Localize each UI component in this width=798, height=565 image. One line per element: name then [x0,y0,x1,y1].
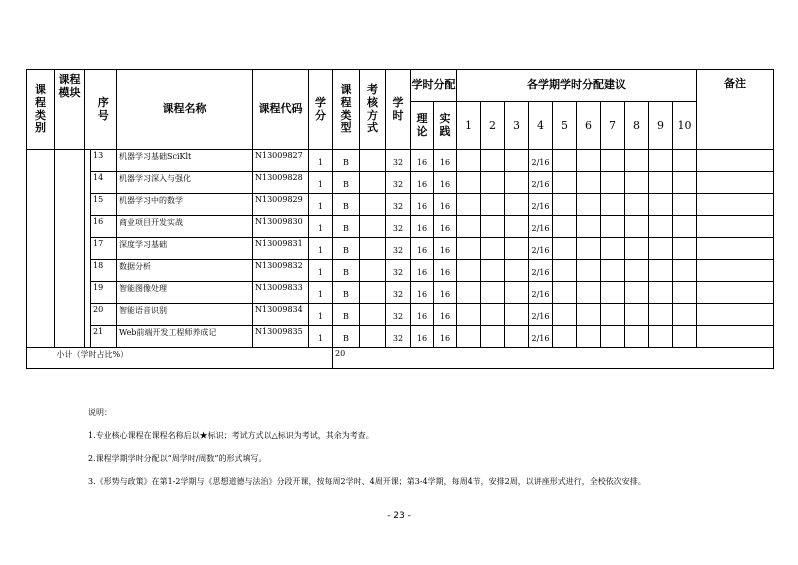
course-code-cell: N13009831 [253,238,309,260]
assessment-cell [360,150,386,172]
course-type-cell: B [333,216,360,238]
header-assessment: 考核方式 [360,70,386,150]
assessment-cell [360,194,386,216]
semester-cell [505,172,529,194]
remarks-cell [697,216,774,238]
remarks-cell [697,260,774,282]
seq-cell: 13 [91,150,117,172]
table-row [27,260,774,282]
theory-cell: 16 [411,216,434,238]
seq-cell: 18 [91,260,117,282]
category-cell [27,348,55,369]
semester-cell [601,216,625,238]
seq-cell: 14 [91,172,117,194]
semester-cell [601,282,625,304]
semester-cell [649,194,673,216]
header-semester-plan: 各学期学时分配建议 [457,70,697,102]
semester-header: 2 [481,102,505,150]
course-name-cell: 机器学习基础SciKlt [117,150,253,172]
semester-cell [673,194,697,216]
semester-cell [673,238,697,260]
semester-cell [625,260,649,282]
course-code-cell: N13009830 [253,216,309,238]
seq-cell: 20 [91,304,117,326]
course-code-cell: N13009828 [253,172,309,194]
semester-cell [601,150,625,172]
semester-cell [553,326,577,348]
semester-cell [505,216,529,238]
subtotal-credit: 20 [333,348,774,369]
semester-cell [457,326,481,348]
semester-4-cell: 2/16 [529,238,553,260]
semester-cell [649,150,673,172]
course-name-cell: 智能语音识别 [117,304,253,326]
seq-cell: 19 [91,282,117,304]
notes-title: 说明： [88,408,112,417]
semester-cell [481,326,505,348]
practice-cell: 16 [434,304,457,326]
semester-cell [601,194,625,216]
header-module: 课程模块 [55,70,85,150]
semester-cell [577,260,601,282]
semester-cell [577,150,601,172]
remarks-cell [697,172,774,194]
header-remarks: 备注 [697,70,774,150]
semester-cell [481,282,505,304]
semester-cell [505,194,529,216]
semester-cell [601,304,625,326]
semester-cell [457,238,481,260]
semester-cell [457,194,481,216]
assessment-cell [360,172,386,194]
course-type-cell: B [333,282,360,304]
semester-header: 4 [529,102,553,150]
hours-cell: 32 [386,304,411,326]
semester-cell [505,304,529,326]
assessment-cell [360,304,386,326]
table-row [27,172,774,194]
semester-cell [577,282,601,304]
semester-cell [457,150,481,172]
semester-cell [601,326,625,348]
table-row [27,282,774,304]
course-code-cell: N13009829 [253,194,309,216]
seq-cell: 16 [91,216,117,238]
course-type-cell: B [333,326,360,348]
practice-cell: 16 [434,194,457,216]
header-theory: 理论 [411,102,434,150]
semester-cell [481,150,505,172]
hours-cell: 32 [386,238,411,260]
remarks-cell [697,238,774,260]
semester-cell [601,260,625,282]
semester-cell [649,238,673,260]
credit-cell: 1 [309,238,333,260]
remarks-cell [697,326,774,348]
semester-cell [457,216,481,238]
semester-cell [649,260,673,282]
note-item: 1.专业核心课程在课程名称后以★标识；考试方式以△标识为考试，其余为考查。 [88,431,374,440]
credit-cell: 1 [309,216,333,238]
course-type-cell: B [333,304,360,326]
semester-cell [649,172,673,194]
semester-cell [577,326,601,348]
semester-cell [649,282,673,304]
table-row [27,150,774,172]
course-type-cell: B [333,194,360,216]
credit-cell: 1 [309,326,333,348]
semester-cell [649,326,673,348]
semester-cell [625,304,649,326]
category-cell [27,150,55,348]
semester-cell [577,172,601,194]
semester-cell [457,304,481,326]
semester-cell [601,172,625,194]
subtotal-label: 小计（学时占比%） [55,348,333,369]
semester-4-cell: 2/16 [529,282,553,304]
practice-cell: 16 [434,150,457,172]
header-practice: 实践 [434,102,457,150]
theory-cell: 16 [411,172,434,194]
semester-cell [625,194,649,216]
semester-cell [625,282,649,304]
semester-cell [577,304,601,326]
page-number: - 23 - [387,511,411,521]
credit-cell: 1 [309,150,333,172]
practice-cell: 16 [434,260,457,282]
semester-cell [505,150,529,172]
semester-cell [481,216,505,238]
theory-cell: 16 [411,260,434,282]
semester-cell [577,194,601,216]
semester-cell [673,150,697,172]
semester-cell [625,326,649,348]
theory-cell: 16 [411,282,434,304]
semester-cell [505,282,529,304]
header-seq: 序号 [91,70,117,150]
seq-cell: 15 [91,194,117,216]
table-row [27,326,774,348]
course-name-cell: 智能图像处理 [117,282,253,304]
semester-cell [601,238,625,260]
semester-cell [553,150,577,172]
note-item: 3.《形势与政策》在第1-2学期与《思想道德与法治》分段开课，按每周2学时、4周开课；第3-4学期，每周4节，安排2周，以讲座形式进行，全校依次安排。 [88,477,646,486]
semester-cell [673,326,697,348]
semester-4-cell: 2/16 [529,216,553,238]
header-hour-split: 学时分配 [411,70,457,102]
assessment-cell [360,282,386,304]
course-name-cell: 机器学习深入与强化 [117,172,253,194]
semester-cell [505,326,529,348]
semester-header: 1 [457,102,481,150]
course-name-cell: 商业项目开发实战 [117,216,253,238]
semester-cell [553,238,577,260]
course-type-cell: B [333,238,360,260]
notes [88,401,646,493]
table-row [27,304,774,326]
semester-4-cell: 2/16 [529,150,553,172]
remarks-cell [697,304,774,326]
semester-cell [577,238,601,260]
semester-header: 8 [625,102,649,150]
semester-4-cell: 2/16 [529,194,553,216]
semester-cell [553,304,577,326]
semester-header: 5 [553,102,577,150]
hours-cell: 32 [386,326,411,348]
table-row [27,238,774,260]
practice-cell: 16 [434,216,457,238]
seq-cell: 21 [91,326,117,348]
course-type-cell: B [333,260,360,282]
semester-cell [481,260,505,282]
practice-cell: 16 [434,282,457,304]
course-name-cell: Web前端开发工程师养成记 [117,326,253,348]
assessment-cell [360,238,386,260]
credit-cell: 1 [309,282,333,304]
semester-cell [553,194,577,216]
course-code-cell: N13009827 [253,150,309,172]
semester-4-cell: 2/16 [529,260,553,282]
semester-cell [553,282,577,304]
semester-cell [649,216,673,238]
hours-cell: 32 [386,282,411,304]
semester-cell [505,260,529,282]
semester-cell [625,216,649,238]
course-name-cell: 机器学习中的数学 [117,194,253,216]
semester-cell [481,194,505,216]
credit-cell: 1 [309,172,333,194]
credit-cell: 1 [309,260,333,282]
semester-header: 9 [649,102,673,150]
semester-cell [625,172,649,194]
course-code-cell: N13009834 [253,304,309,326]
course-code-cell: N13009833 [253,282,309,304]
hours-cell: 32 [386,216,411,238]
semester-cell [673,172,697,194]
assessment-cell [360,260,386,282]
semester-cell [673,282,697,304]
subtotal-row [27,348,774,369]
note-item: 2.课程学期学时分配以“周学时/周数”的形式填写。 [88,454,267,463]
table-row [27,194,774,216]
header-credit: 学分 [309,70,333,150]
semester-cell [505,238,529,260]
semester-cell [577,216,601,238]
semester-4-cell: 2/16 [529,172,553,194]
credit-cell: 1 [309,304,333,326]
semester-cell [481,304,505,326]
module-cell [55,150,85,348]
remarks-cell [697,194,774,216]
semester-cell [553,260,577,282]
theory-cell: 16 [411,326,434,348]
course-type-cell: B [333,172,360,194]
theory-cell: 16 [411,238,434,260]
practice-cell: 16 [434,326,457,348]
semester-cell [553,172,577,194]
semester-cell [481,172,505,194]
course-code-cell: N13009832 [253,260,309,282]
header-course-name: 课程名称 [117,70,253,150]
semester-cell [625,238,649,260]
semester-cell [481,238,505,260]
practice-cell: 16 [434,238,457,260]
course-name-cell: 深度学习基础 [117,238,253,260]
remarks-cell [697,150,774,172]
semester-cell [553,216,577,238]
table-row [27,216,774,238]
semester-cell [457,172,481,194]
semester-header: 10 [673,102,697,150]
semester-header: 6 [577,102,601,150]
header-course-type: 课程类型 [333,70,360,150]
course-code-cell: N13009835 [253,326,309,348]
theory-cell: 16 [411,194,434,216]
practice-cell: 16 [434,172,457,194]
header-hours: 学时 [386,70,411,150]
semester-cell [673,260,697,282]
assessment-cell [360,216,386,238]
semester-header: 3 [505,102,529,150]
remarks-cell [697,282,774,304]
semester-cell [457,260,481,282]
semester-4-cell: 2/16 [529,304,553,326]
header-course-code: 课程代码 [253,70,309,150]
semester-4-cell: 2/16 [529,326,553,348]
seq-cell: 17 [91,238,117,260]
theory-cell: 16 [411,304,434,326]
course-name-cell: 数据分析 [117,260,253,282]
credit-cell: 1 [309,194,333,216]
hours-cell: 32 [386,172,411,194]
assessment-cell [360,326,386,348]
semester-cell [457,282,481,304]
semester-cell [673,216,697,238]
hours-cell: 32 [386,260,411,282]
semester-cell [625,150,649,172]
semester-header: 7 [601,102,625,150]
semester-cell [673,304,697,326]
semester-cell [649,304,673,326]
curriculum-table [26,69,774,369]
theory-cell: 16 [411,150,434,172]
course-type-cell: B [333,150,360,172]
header-category: 课程类别 [27,70,55,150]
hours-cell: 32 [386,194,411,216]
hours-cell: 32 [386,150,411,172]
